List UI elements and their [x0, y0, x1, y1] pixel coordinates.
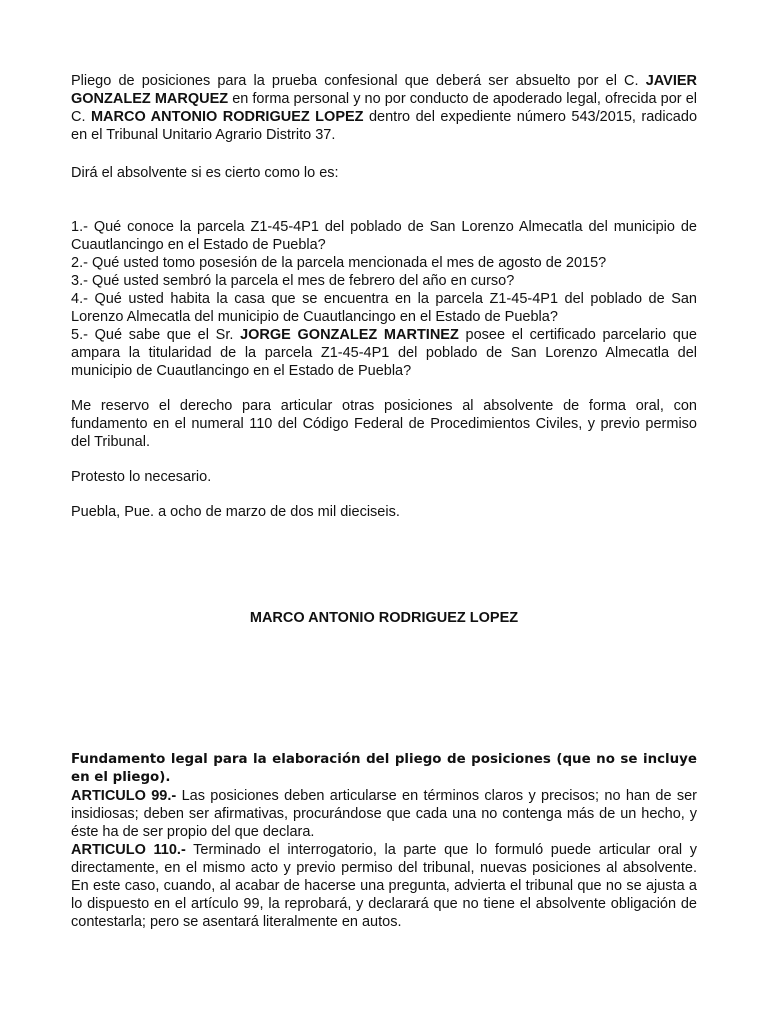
article-99-label: ARTICULO 99.-: [71, 788, 177, 804]
intro-text: Pliego de posiciones para la prueba confesional que deberá ser absuelto por el C.: [71, 73, 646, 89]
document-body: [71, 72, 697, 521]
question-text: 5.- Qué sabe que el Sr.: [71, 327, 241, 343]
article-110-label: ARTICULO 110.-: [71, 842, 186, 858]
dira-line: Dirá el absolvente si es cierto como lo es:: [71, 165, 339, 181]
reserve-paragraph: Me reservo el derecho para articular otras posiciones al absolvente de forma oral, con fundamento en el numeral 110 del Código Federal de Procedimientos Civiles, y previo permiso del Tribunal.: [71, 398, 697, 450]
intro-text: dentro del expediente número 543/2015, radicado en el Tribunal Unitario Agrario Distrito 37.: [71, 109, 698, 143]
question-2: 2.- Qué usted tomo posesión de la parcela mencionada el mes de agosto de 2015?: [71, 255, 607, 271]
question-5: [71, 326, 697, 380]
question-text: posee el certificado parcelario que ampara la titularidad de la parcela Z1-45-4P1 del poblado de San Lorenzo Almecatla del municipio de Cuautlancingo en el Estado de Puebla?: [71, 327, 697, 379]
question-3: 3.- Qué usted sembró la parcela el mes de febrero del año en curso?: [71, 273, 515, 289]
article-99-text: Las posiciones deben articularse en términos claros y precisos; no han de ser insidiosas; deben ser afirmativas, procurándose que cada una no contenga más de un hecho, y éste ha de ser propio del que declara.: [71, 788, 697, 840]
article-110-text: Terminado el interrogatorio, la parte que lo formuló puede articular oral y directamente, en el mismo acto y previo permiso del tribunal, nuevas posiciones al absolvente. En este caso, cuando, al acabar de hacerse una pregunta, advierta el tribunal que no se ajusta a lo dispuesto en el artículo 99, la reprobará, y declarará que no tiene el absolvente obligación de contestarla; pero se asentará literalmente en autos.: [71, 842, 698, 930]
signature-name: MARCO ANTONIO RODRIGUEZ LOPEZ: [249, 610, 519, 626]
article-99: [71, 787, 697, 841]
question-4: 4.- Qué usted habita la casa que se encuentra en la parcela Z1-45-4P1 del poblado de San Lorenzo Almecatla del municipio de Cuautlancingo en el Estado de Puebla?: [71, 291, 697, 325]
legal-basis-title: Fundamento legal para la elaboración del pliego de posiciones (que no se incluye en el pliego).: [71, 752, 697, 785]
protesto-line: Protesto lo necesario.: [71, 469, 212, 485]
absolvent-name: JAVIER GONZALEZ MARQUEZ: [71, 73, 697, 107]
third-party-name: JORGE GONZALEZ MARTINEZ: [240, 327, 459, 343]
article-110: [71, 841, 697, 931]
question-1: 1.- Qué conoce la parcela Z1-45-4P1 del poblado de San Lorenzo Almecatla del municipio de Cuautlancingo en el Estado de Puebla?: [71, 219, 697, 253]
place-date-line: Puebla, Pue. a ocho de marzo de dos mil dieciseis.: [71, 504, 400, 520]
intro-text: en forma personal y no por conducto de apoderado legal, ofrecida por el C.: [71, 91, 697, 125]
intro-paragraph: [71, 72, 697, 144]
legal-basis-section: [71, 751, 697, 931]
offerer-name: MARCO ANTONIO RODRIGUEZ LOPEZ: [90, 109, 364, 125]
